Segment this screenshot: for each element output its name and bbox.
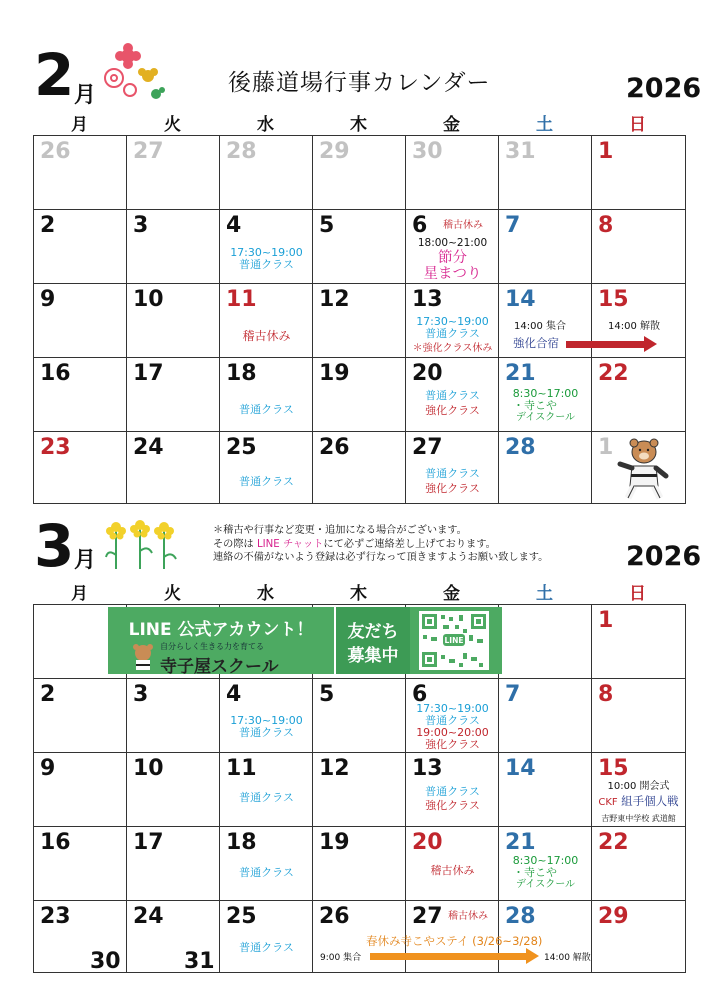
feb-camp-arrow [566, 341, 645, 348]
feb-month-suffix: 月 [74, 83, 97, 108]
day-number: 6 [412, 682, 428, 707]
day-cell [220, 358, 313, 432]
weekday-label: 水 [257, 115, 274, 135]
day-number: 4 [226, 213, 242, 238]
day-cell [127, 284, 220, 358]
note-line-3: 連絡の不備がないよう登録は必ず行なって頂きますようお願い致します。 [213, 552, 549, 563]
notes-block [213, 524, 548, 565]
day-number: 7 [505, 682, 521, 707]
day-cell [499, 136, 592, 210]
day-cell [592, 827, 686, 901]
day-number: 28 [505, 904, 536, 929]
bear-mascot-icon [130, 643, 156, 671]
day-number: 10 [133, 756, 164, 781]
qr-line-label: LINE [444, 636, 464, 645]
day-number: 8 [598, 682, 614, 707]
day-cell [34, 432, 127, 504]
note-line-1: ＊稽古や行事など変更・追加になる場合がございます。 [213, 525, 467, 536]
day-number: 11 [226, 756, 257, 781]
weekday-label: 木 [350, 115, 367, 135]
day-number: 26 [319, 904, 350, 929]
day-cell [127, 210, 220, 284]
day-number: 13 [412, 287, 443, 312]
day-cell [220, 136, 313, 210]
day-cell [220, 753, 313, 827]
day-number: 14 [505, 287, 536, 312]
feb-event-27: 普通クラス 強化クラス [425, 467, 480, 495]
mar-stay-arrow [370, 953, 527, 960]
feb-month-number: 2 [34, 41, 75, 109]
day-cell [313, 827, 406, 901]
mar-month-suffix: 月 [74, 548, 97, 573]
day-cell [127, 827, 220, 901]
day-cell [34, 827, 127, 901]
day-number: 25 [226, 435, 257, 460]
day-number: 16 [40, 830, 71, 855]
day-cell [406, 136, 499, 210]
day-number: 21 [505, 361, 536, 386]
day-number: 14 [505, 756, 536, 781]
weekday-label: 水 [257, 584, 274, 604]
day-cell [592, 679, 686, 753]
feb-calendar-grid [33, 135, 686, 504]
day-number: 12 [319, 756, 350, 781]
feb-event-14-meet: 14:00 集合 [514, 321, 566, 332]
day-cell [313, 753, 406, 827]
day-cell [499, 679, 592, 753]
day-cell [34, 753, 127, 827]
mar-event-26-meet: 9:00 集合 [320, 953, 362, 963]
mar-month-number: 3 [34, 512, 75, 580]
day-cell [127, 753, 220, 827]
day-number: 2 [40, 213, 56, 238]
day-cell [34, 284, 127, 358]
mar-event-4: 17:30~19:00 普通クラス [230, 714, 303, 739]
feb-year: 2026 [626, 73, 702, 104]
day-number: 9 [40, 756, 56, 781]
day-number: 29 [598, 904, 629, 929]
day-number: 25 [226, 904, 257, 929]
mar-event-18: 普通クラス [239, 866, 294, 879]
mar-event-stay: 春休み寺こやステイ (3/26~3/28) [366, 934, 543, 948]
day-number: 2 [40, 682, 56, 707]
feb-event-4: 17:30~19:00 普通クラス [230, 246, 303, 271]
day-number: 1 [598, 139, 614, 164]
weekday-label: 火 [164, 115, 181, 135]
mar-day-30: 30 [90, 949, 121, 974]
day-cell [313, 358, 406, 432]
day-cell [499, 753, 592, 827]
day-cell [313, 432, 406, 504]
day-number: 10 [133, 287, 164, 312]
day-cell [127, 358, 220, 432]
day-cell [592, 136, 686, 210]
day-number: 23 [40, 435, 71, 460]
day-cell [34, 136, 127, 210]
day-number: 27 [133, 139, 164, 164]
day-number: 4 [226, 682, 242, 707]
day-cell [592, 210, 686, 284]
day-number: 12 [319, 287, 350, 312]
mar-event-15: 10:00 開会式 CKF 組手個人戦 吉野東中学校 武道館 [598, 781, 679, 823]
day-number: 23 [40, 904, 71, 929]
day-number: 1 [598, 608, 614, 633]
day-number: 13 [412, 756, 443, 781]
qr-code-icon[interactable] [419, 611, 489, 670]
day-cell [34, 358, 127, 432]
weekday-label: 木 [350, 584, 367, 604]
day-number: 28 [226, 139, 257, 164]
feb-event-21: 8:30~17:00 ・寺こや デイスクール [512, 387, 579, 423]
day-number: 5 [319, 682, 335, 707]
note-line-2: その際は LINE チャットにて必ずご連絡差し上げております。 [213, 538, 496, 550]
day-cell [220, 432, 313, 504]
mar-event-28-end: 14:00 解散 [544, 953, 591, 963]
day-number: 3 [133, 213, 149, 238]
day-number: 3 [133, 682, 149, 707]
day-number: 26 [40, 139, 71, 164]
weekday-label: 日 [629, 115, 646, 135]
day-number: 27 [412, 435, 443, 460]
feb-event-18: 普通クラス [239, 403, 294, 416]
day-number: 19 [319, 830, 350, 855]
day-cell [127, 432, 220, 504]
feb-event-11: 稽古休み [242, 329, 291, 343]
day-cell [34, 210, 127, 284]
mar-event-6: 17:30~19:00 普通クラス 19:00~20:00 強化クラス [416, 702, 489, 751]
weekday-label: 月 [71, 584, 88, 604]
day-cell [220, 284, 313, 358]
day-number: 7 [505, 213, 521, 238]
day-number: 24 [133, 435, 164, 460]
day-number: 11 [226, 287, 257, 312]
mar-event-11: 普通クラス [239, 791, 294, 804]
feb-event-25: 普通クラス [239, 475, 294, 488]
banner-title: LINE 公式アカウント！ [128, 620, 314, 640]
mar-event-21: 8:30~17:00 ・寺こや デイスクール [512, 854, 579, 890]
mar-event-20: 稽古休み [430, 864, 475, 877]
day-cell [34, 679, 127, 753]
banner-school: 寺子屋スクール [160, 657, 279, 677]
mar-event-13: 普通クラス 強化クラス [425, 785, 480, 812]
day-cell [499, 210, 592, 284]
day-number: 19 [319, 361, 350, 386]
day-number: 15 [598, 756, 629, 781]
week-row [34, 136, 686, 210]
day-number: 29 [319, 139, 350, 164]
mar-day-31: 31 [184, 949, 215, 974]
day-number: 16 [40, 361, 71, 386]
day-cell [499, 605, 592, 679]
weekday-label: 土 [536, 584, 553, 604]
day-number: 20 [412, 830, 443, 855]
day-number: 18 [226, 830, 257, 855]
day-cell [127, 136, 220, 210]
day-number: 27 [412, 904, 443, 929]
day-number: 26 [319, 435, 350, 460]
week-row [34, 210, 686, 284]
day-cell [220, 901, 313, 973]
day-number: 6 [412, 213, 428, 238]
week-row [34, 432, 686, 504]
day-number: 17 [133, 830, 164, 855]
rapeseed-flower-icon [102, 517, 182, 571]
feb-event-15-end: 14:00 解散 [608, 321, 660, 332]
feb-event-14-camp: 強化合宿 [513, 336, 559, 350]
weekday-label: 火 [164, 584, 181, 604]
weekday-label: 金 [443, 115, 460, 135]
day-number: 21 [505, 830, 536, 855]
feb-event-20: 普通クラス 強化クラス [425, 389, 480, 417]
flower-icon [102, 42, 172, 102]
karate-mascot-illustration [614, 436, 670, 500]
week-row [34, 753, 686, 827]
feb-event-13: 17:30~19:00 普通クラス ＊強化クラス休み [412, 315, 493, 354]
day-cell [313, 136, 406, 210]
day-number: 31 [505, 139, 536, 164]
day-cell [313, 679, 406, 753]
day-number: 22 [598, 361, 629, 386]
day-number: 20 [412, 361, 443, 386]
line-banner[interactable] [108, 607, 334, 677]
mar-event-27-rest: 稽古休み [448, 911, 488, 922]
day-cell [592, 901, 686, 973]
day-number: 15 [598, 287, 629, 312]
banner-tagline: 自分らしく生きる力を育てる [160, 642, 264, 651]
weekday-label: 日 [629, 584, 646, 604]
day-number: 8 [598, 213, 614, 238]
feb-event-6-time: 18:00~21:00 [417, 237, 488, 249]
day-number: 17 [133, 361, 164, 386]
feb-event-6-festival: 節分 星まつり [423, 250, 482, 282]
day-number: 9 [40, 287, 56, 312]
day-cell [499, 432, 592, 504]
day-number: 5 [319, 213, 335, 238]
page-title: 後藤道場行事カレンダー [228, 70, 491, 96]
weekday-label: 金 [443, 584, 460, 604]
day-number: 24 [133, 904, 164, 929]
day-number: 30 [412, 139, 443, 164]
day-cell [313, 210, 406, 284]
day-cell [592, 605, 686, 679]
feb-event-6-rest: 稽古休み [443, 220, 483, 231]
day-cell [313, 284, 406, 358]
day-number: 28 [505, 435, 536, 460]
mar-event-25: 普通クラス [239, 941, 294, 954]
day-cell [592, 358, 686, 432]
weekday-label: 月 [71, 115, 88, 135]
day-number: 22 [598, 830, 629, 855]
day-cell [220, 827, 313, 901]
day-number: 1 [598, 435, 614, 460]
day-cell [127, 679, 220, 753]
mar-year: 2026 [626, 541, 702, 572]
friends-wanted-badge: 友だち 募集中 [334, 607, 410, 674]
week-row [34, 679, 686, 753]
weekday-label: 土 [536, 115, 553, 135]
day-number: 18 [226, 361, 257, 386]
